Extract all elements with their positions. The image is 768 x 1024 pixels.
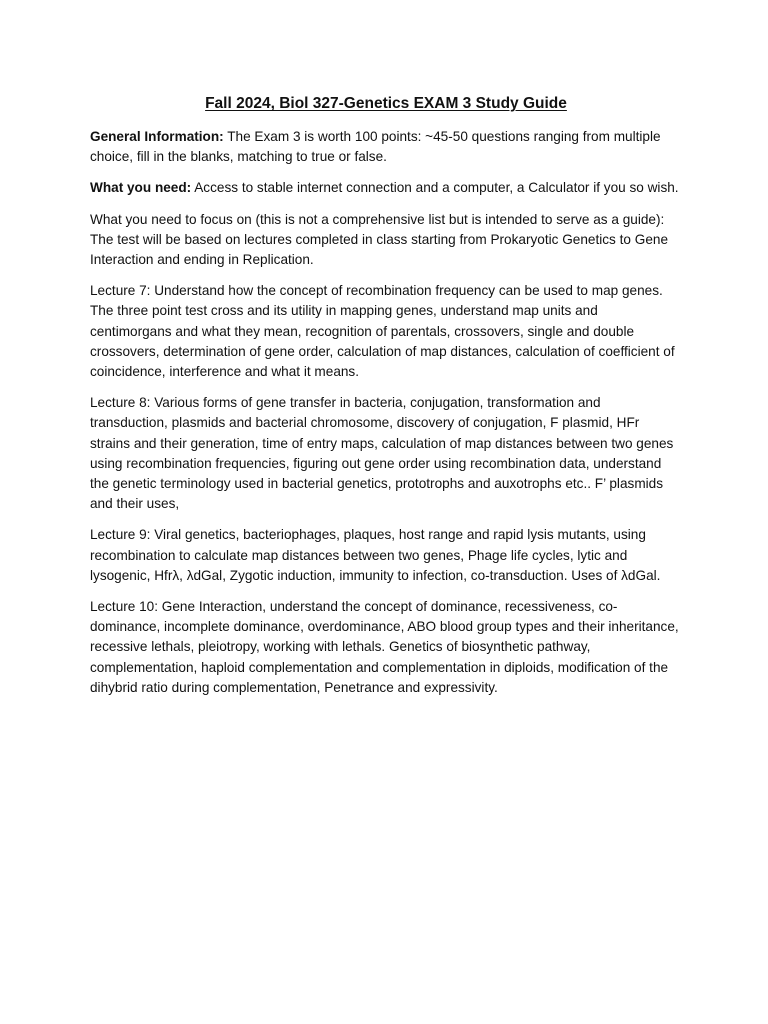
lecture-7-paragraph: Lecture 7: Understand how the concept of recombination frequency can be used to map genes. The three point test cross and its utility in mapping genes, understand map units and centimorgans and what they mean, recognition of parentals, crossovers, single and double crossovers, determination of gene order, calculation of map distances, calculation of coefficient of coincidence, interference and what it means. — [90, 283, 675, 380]
focus-paragraph: What you need to focus on (this is not a comprehensive list but is intended to serve as a guide): The test will be based on lectures completed in class starting from Prokaryotic Genetics to Gene Interaction and ending in Replication. — [90, 211, 668, 268]
lecture-8-paragraph: Lecture 8: Various forms of gene transfer in bacteria, conjugation, transformation and transduction, plasmids and bacterial chromosome, discovery of conjugation, F plasmid, HFr strains and their generation, time of entry maps, calculation of map distances between two genes using recombination frequencies, figuring out gene order using recombination data, understand the genetic terminology used in bacterial genetics, prototrophs and auxotrophs etc.. F’ plasmids and their uses, — [90, 395, 674, 512]
general-info-paragraph — [90, 127, 682, 167]
general-info-text: The Exam 3 is worth 100 points: ~45-50 questions ranging from multiple choice, fill in the blanks, matching to true or false. — [90, 129, 661, 165]
lecture-9-paragraph: Lecture 9: Viral genetics, bacteriophages, plaques, host range and rapid lysis mutants, using recombination to calculate map distances between two genes, Phage life cycles, lytic and lysogenic, Hfrλ, λdGal, Zygotic induction, immunity to infection, co-transduction. Uses of λdGal. — [90, 527, 661, 583]
document-title-text: Fall 2024, Biol 327-Genetics EXAM 3 Study Guide — [205, 95, 567, 112]
document-title — [90, 93, 682, 115]
what-you-need-label: What you need: — [90, 180, 192, 196]
what-you-need-paragraph — [90, 178, 682, 198]
document-body — [90, 93, 682, 709]
what-you-need-text: Access to stable internet connection and a computer, a Calculator if you so wish. — [191, 180, 679, 196]
lecture-10-paragraph: Lecture 10: Gene Interaction, understand the concept of dominance, recessiveness, co-dominance, incomplete dominance, overdominance, ABO blood group types and their inheritance, recessive lethals, pleiotropy, working with lethals. Genetics of biosynthetic pathway, complementation, haploid complementation and complementation in diploids, modification of the dihybrid ratio during complementation, Penetrance and expressivity. — [90, 599, 679, 695]
general-info-label: General Information: — [90, 129, 224, 144]
